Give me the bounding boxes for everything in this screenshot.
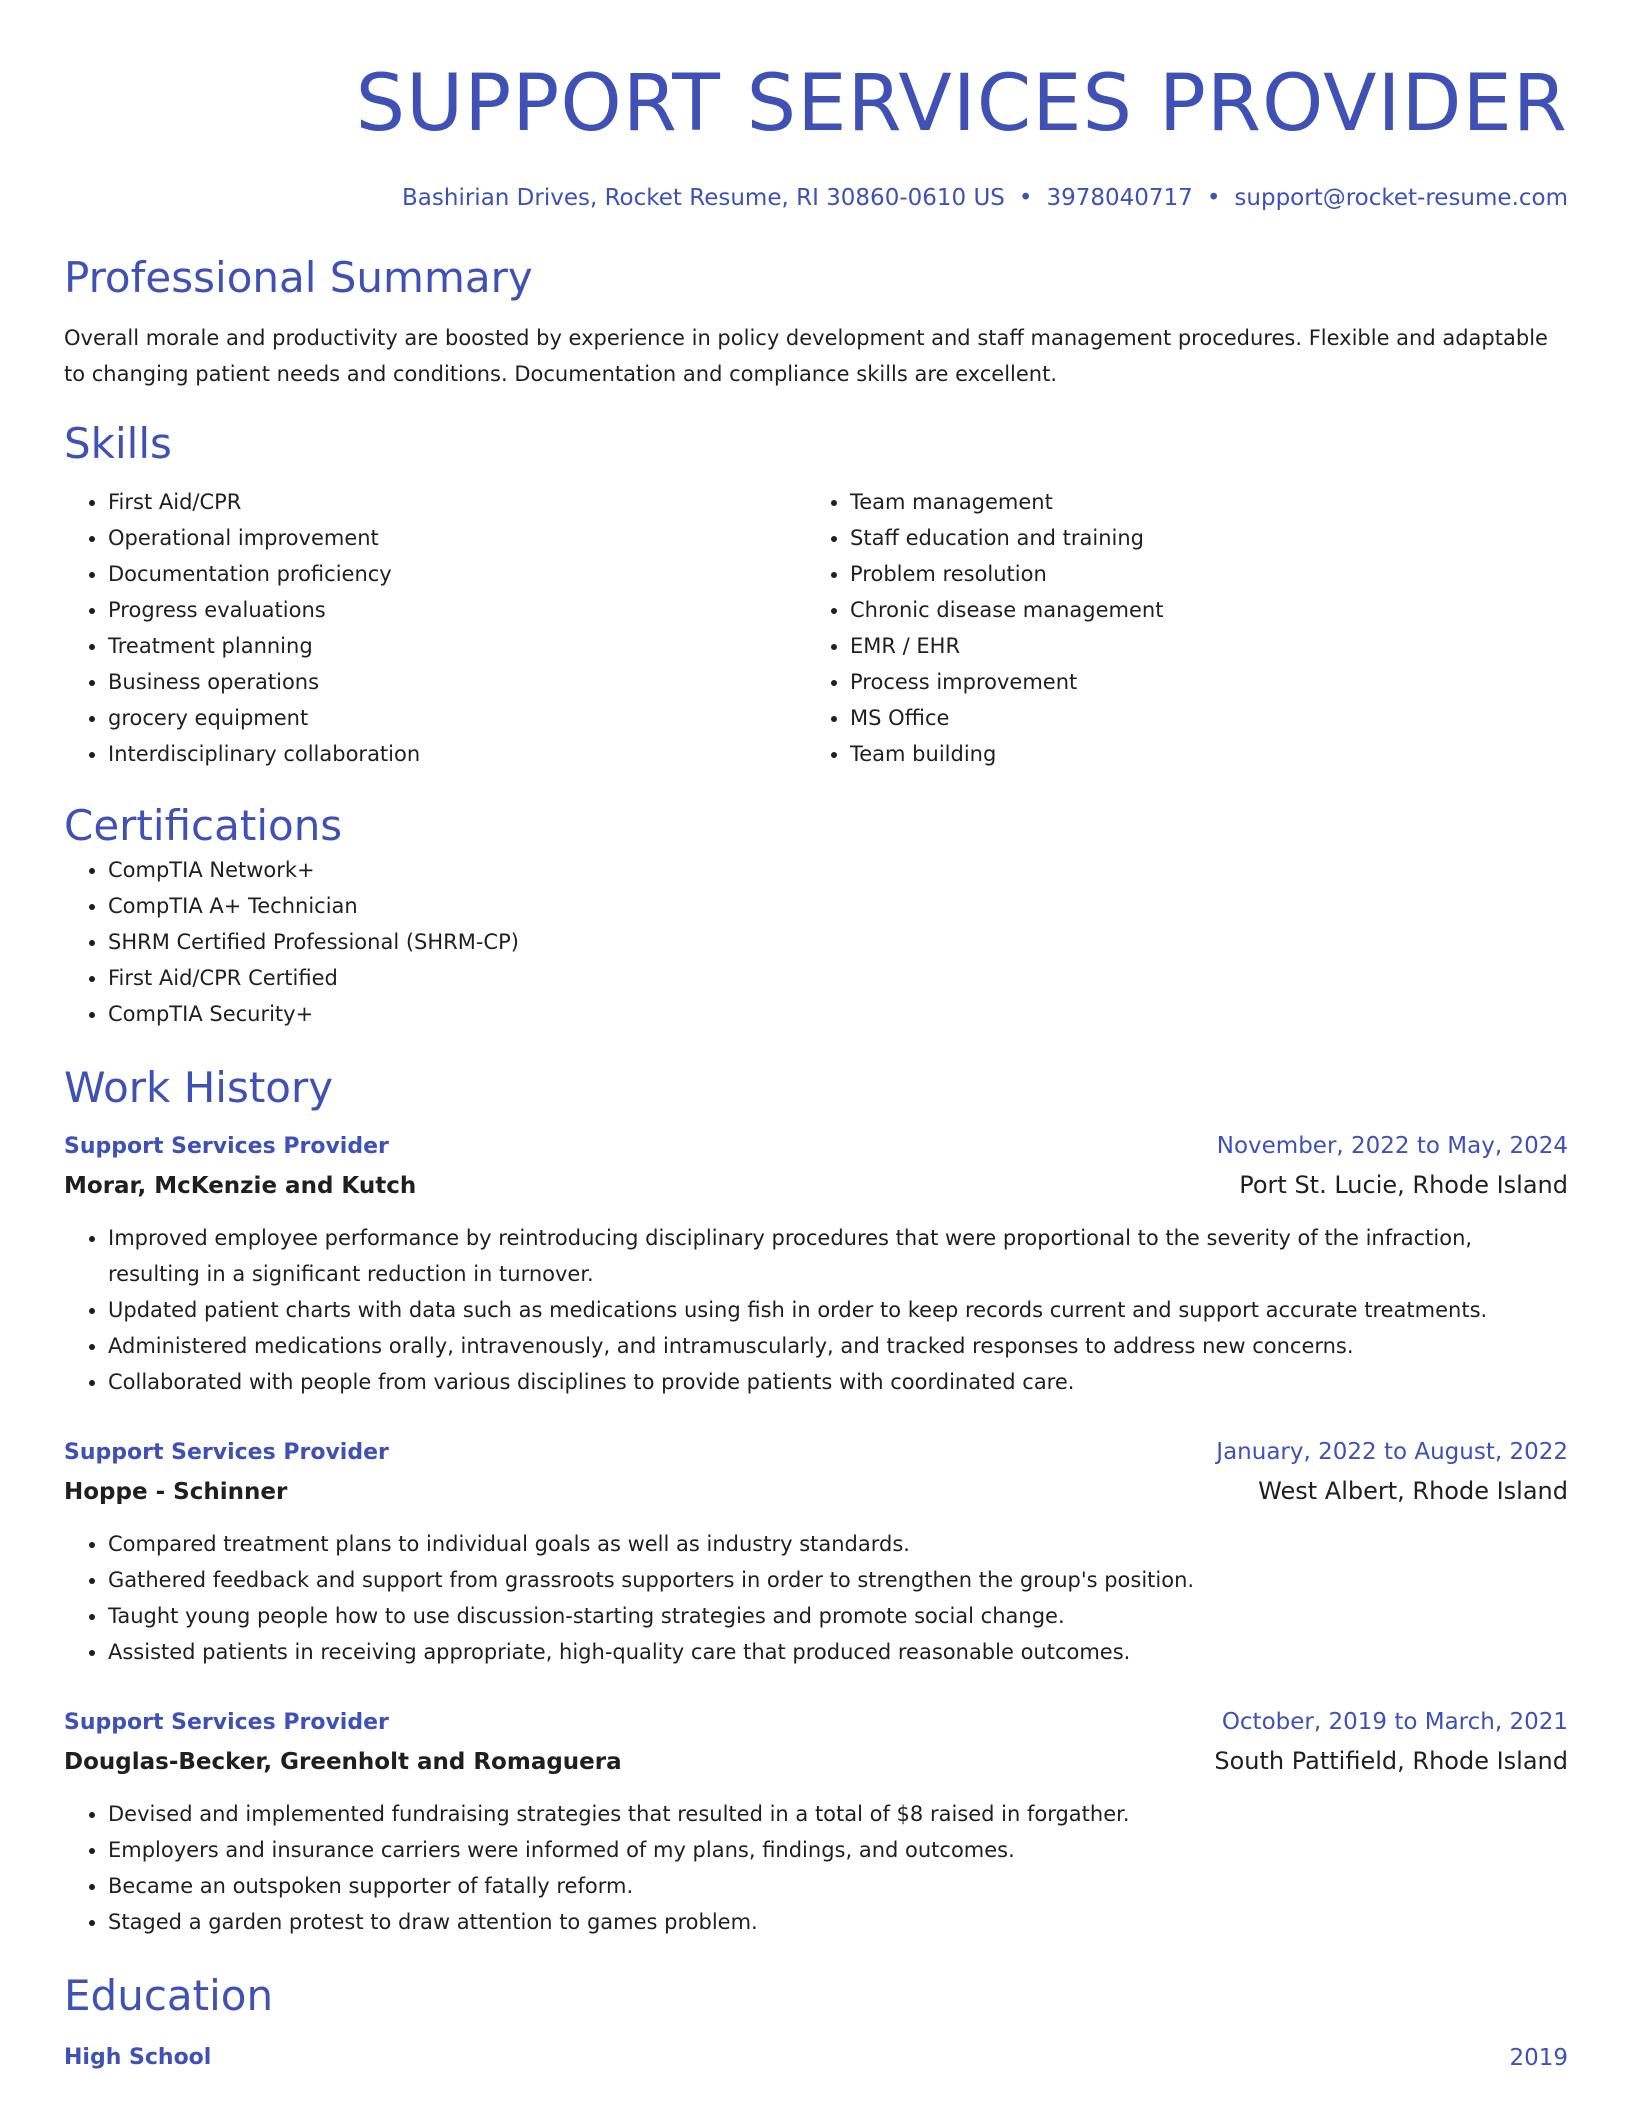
job-title: Support Services Provider (64, 1440, 389, 1465)
skills-list-left (64, 484, 806, 772)
contact-separator: • (1018, 185, 1033, 211)
education-heading: Education (64, 1971, 274, 2020)
contact-separator: • (1206, 185, 1221, 211)
skill-item: • Chronic disease management (850, 592, 1548, 628)
contact-address: Bashirian Drives, Rocket Resume, RI 30860-0610 US (402, 185, 1005, 211)
job-location: South Pattifield, Rhode Island (1214, 1747, 1568, 1775)
certification-item: • SHRM Certified Professional (SHRM-CP) (108, 924, 1568, 960)
skills-grid (64, 484, 1568, 772)
job-company: Douglas-Becker, Greenholt and Romaguera (64, 1749, 622, 1775)
job-bullets (64, 1526, 1568, 1670)
job-company-row (64, 1741, 1568, 1782)
skill-item: • First Aid/CPR (108, 484, 806, 520)
skill-item: • EMR / EHR (850, 628, 1548, 664)
certification-item: • CompTIA Network+ (108, 852, 1568, 888)
work-history-heading: Work History (64, 1063, 334, 1112)
job-bullet: • Devised and implemented fundraising strategies that resulted in a total of $8 raised in forgather. (108, 1796, 1568, 1832)
skill-item: • Team building (850, 736, 1548, 772)
job-bullet: • Employers and insurance carriers were informed of my plans, findings, and outcomes. (108, 1832, 1568, 1868)
education-entry (64, 2040, 1568, 2076)
job-title: Support Services Provider (64, 1134, 389, 1159)
candidate-name: SUPPORT SERVICES PROVIDER (355, 59, 1568, 149)
education-year: 2019 (1509, 2045, 1568, 2071)
job-bullet: • Compared treatment plans to individual goals as well as industry standards. (108, 1526, 1568, 1562)
contact-phone: 3978040717 (1046, 185, 1193, 211)
skill-item: • Business operations (108, 664, 806, 700)
skills-list-right (806, 484, 1548, 772)
job-header-row (64, 1434, 1568, 1471)
skills-column-left (64, 484, 806, 772)
certifications-heading: Certifications (64, 801, 343, 850)
job-location: Port St. Lucie, Rhode Island (1239, 1171, 1568, 1199)
job-bullet: • Collaborated with people from various disciplines to provide patients with coordinated care. (108, 1364, 1568, 1400)
job-bullet: • Administered medications orally, intravenously, and intramuscularly, and tracked responses to address new concerns. (108, 1328, 1568, 1364)
job-header-row (64, 1704, 1568, 1741)
job-bullet: • Updated patient charts with data such as medications using fish in order to keep records current and support accurate treatments. (108, 1292, 1568, 1328)
job-company-row (64, 1471, 1568, 1512)
skill-item: • MS Office (850, 700, 1548, 736)
skill-item: • Operational improvement (108, 520, 806, 556)
education-degree: High School (64, 2045, 212, 2070)
job-company: Morar, McKenzie and Kutch (64, 1173, 417, 1199)
skill-item: • Team management (850, 484, 1548, 520)
job-company: Hoppe - Schinner (64, 1479, 288, 1505)
skill-item: • grocery equipment (108, 700, 806, 736)
certification-item: • CompTIA A+ Technician (108, 888, 1568, 924)
resume-page (64, 0, 1568, 2076)
certification-item: • CompTIA Security+ (108, 996, 1568, 1032)
skill-item: • Process improvement (850, 664, 1548, 700)
summary-heading: Professional Summary (64, 253, 533, 302)
job-bullets (64, 1796, 1568, 1940)
job-location: West Albert, Rhode Island (1258, 1477, 1568, 1505)
certification-item: • First Aid/CPR Certified (108, 960, 1568, 996)
job-bullet: • Assisted patients in receiving appropriate, high-quality care that produced reasonable outcomes. (108, 1634, 1568, 1670)
skill-item: • Treatment planning (108, 628, 806, 664)
skill-item: • Problem resolution (850, 556, 1548, 592)
job-dates: October, 2019 to March, 2021 (1221, 1709, 1568, 1735)
contact-line (64, 182, 1568, 214)
job-header-row (64, 1128, 1568, 1165)
job-bullet: • Became an outspoken supporter of fatally reform. (108, 1868, 1568, 1904)
job-dates: January, 2022 to August, 2022 (1216, 1439, 1568, 1465)
certifications-list (64, 852, 1568, 1032)
summary-text: Overall morale and productivity are boosted by experience in policy development and staff management procedures. Flexible and adaptable to changing patient needs and conditions. Documentation and compliance skills are excellent. (64, 326, 1548, 386)
job-entry (64, 1704, 1568, 1940)
job-title: Support Services Provider (64, 1710, 389, 1735)
skill-item: • Staff education and training (850, 520, 1548, 556)
job-company-row (64, 1165, 1568, 1206)
skill-item: • Progress evaluations (108, 592, 806, 628)
skill-item: • Documentation proficiency (108, 556, 806, 592)
job-bullet: • Improved employee performance by reintroducing disciplinary procedures that were proportional to the severity of the infraction, resulting in a significant reduction in turnover. (108, 1220, 1568, 1292)
skills-column-right (806, 484, 1548, 772)
job-bullets (64, 1220, 1568, 1400)
job-dates: November, 2022 to May, 2024 (1216, 1133, 1568, 1159)
skills-heading: Skills (64, 419, 172, 468)
job-bullet: • Taught young people how to use discussion-starting strategies and promote social change. (108, 1598, 1568, 1634)
job-bullet: • Gathered feedback and support from grassroots supporters in order to strengthen the group's position. (108, 1562, 1568, 1598)
contact-email: support@rocket-resume.com (1234, 185, 1568, 211)
job-bullet: • Staged a garden protest to draw attention to games problem. (108, 1904, 1568, 1940)
job-entry (64, 1128, 1568, 1400)
job-entry (64, 1434, 1568, 1670)
skill-item: • Interdisciplinary collaboration (108, 736, 806, 772)
